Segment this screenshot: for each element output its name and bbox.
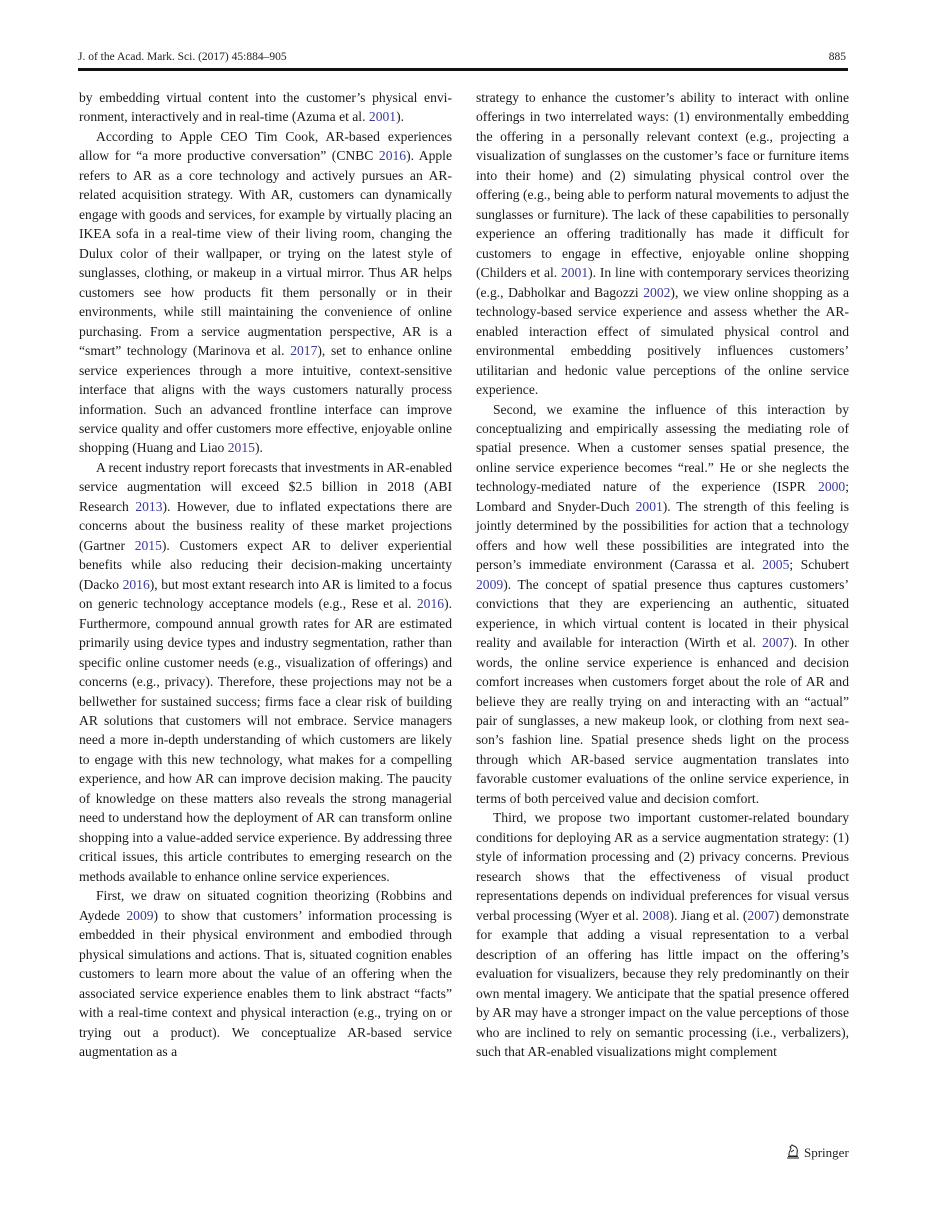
citation-link[interactable]: 2001	[368, 109, 397, 125]
text-run: Second, we examine the influence of this interaction by conceptualizing and empirically assessing the mediating role of spatial presence. When a customer senses spatial presence, the online service experience becomes “real.” He or she neglects the technology-mediated nature of the experience (ISPR	[476, 401, 849, 495]
text-run: ). In line with contemporary services theorizing (e.g., Dabholkar and Bagozzi	[476, 265, 849, 300]
left-column	[79, 88, 452, 1061]
citation-link[interactable]: 2017	[290, 343, 318, 359]
right-column	[476, 88, 849, 1061]
text-run: ). Jiang et al. (	[669, 907, 748, 923]
publisher-logo	[786, 1143, 849, 1163]
text-run: ; Lombard and Snyder-Duch	[476, 479, 849, 514]
page-number: 885	[828, 51, 846, 63]
text-run: ). Furthermore, compound annual growth rates for AR are estimated primarily using device types and industry segmentation, rather than specific online customer needs (e.g., visualization of offerings) and concerns (e.g., privacy). Therefore, these projections may not be a bellwether for sustained success; firms face a clear risk of building AR solutions that customers will not embrace. Service managers need a more in-depth understanding of which customers are likely to engage with this new technology, what makes for a compelling experience, and how AR can improve decision making. The paucity of knowledge on these matters also reveals the strong managerial need to understand how the deployment of AR can transform online shopping into a value-added service experience. By addressing three critical issues, this article contributes to emerging research on the methods available to enhance online service experiences.	[79, 596, 452, 884]
citation-link[interactable]: 2015	[134, 537, 162, 553]
paragraph	[79, 88, 452, 127]
paragraph	[476, 88, 849, 400]
text-run: ), we view online shopping as a technology-based service experience and assess whether the AR-enabled interaction effect of simulated physical control and environmental embedding positively influences customers’ utilitarian and hedonic value perceptions of the online service experience.	[476, 284, 850, 398]
text-run: ). In other words, the online service experience is enhanced and decision comfort increases when customers forget about the role of AR and believe they are really trying on and interacting with an “actual” pair of sunglasses, a new makeup look, or clothing from next season’s fashion line. Spatial presence sheds light on the process through which AR-based service augmentation translates into favorable customer evaluations of the online service experience, in terms of both perceived value and decision comfort.	[476, 635, 849, 806]
text-run: Third, we propose two important customer-related boundary conditions for deploying AR as a service augmentation strategy: (1) style of information processing and (2) privacy concerns. Previous research shows that the effectiveness of visual product representations depends on individual preferences for visual versus verbal processing (Wyer et al.	[476, 810, 849, 923]
text-run: ). Apple refers to AR as a core technology and actively pursues an AR-related acquisition strategy. With AR, customers can dynamically engage with goods and services, for example by virtually placing an IKEA sofa in a real-time view of their living room, changing the Dulux color of their wallpaper, or trying on the latest style of sunglasses, clothing, or makeup in a virtual mirror. Thus AR helps customers see how products fit them personally or in their environments, while still maintaining the convenience of online purchasing. From a service augmentation perspective, AR is a “smart” technology (Marinova et al.	[79, 148, 452, 359]
publisher-name: Springer	[804, 1145, 849, 1160]
citation-link[interactable]: 2013	[135, 498, 163, 514]
text-run: ; Schubert	[789, 557, 849, 573]
citation-link[interactable]: 2002	[643, 284, 671, 300]
paragraph	[476, 808, 849, 1061]
text-run: ). The concept of spatial presence thus captures customers’ convictions that they are experiencing an authentic, situated experience, in which virtual content is located in their physical reality and available for interaction (Wirth et al.	[476, 576, 849, 651]
citation-link[interactable]: 2008	[642, 907, 670, 923]
text-run: by embedding virtual content into the customer’s physical environment, interactively and in real-time (Azuma et al.	[79, 90, 452, 125]
paragraph	[79, 458, 452, 886]
text-run: strategy to enhance the customer’s ability to interact with online offerings in two interrelated ways: (1) environmentally embedding the offering in a personally relevant context (e.g., projecting a visualization of sunglasses on the customer’s face or furniture items into their home) and (2) simulating physical control over the offering (e.g., being able to perform natural movements to adjust the sunglasses or furniture). The lack of these capabilities to personally experience an offering traditionally has made it difficult for customers to engage in effective, enjoyable online shopping (Childers et al.	[476, 90, 849, 281]
text-run: ).	[254, 440, 263, 456]
citation-link[interactable]: 2016	[122, 576, 150, 592]
citation-link[interactable]: 2009	[476, 576, 504, 592]
text-run: ). The strength of this feeling is jointly determined by the possibilities for action that a technology offers and how well these possibilities are integrated into the person’s immediate environment (Carassa et al.	[476, 498, 849, 573]
paragraph	[476, 400, 849, 809]
header-rule	[78, 68, 848, 71]
text-run: A recent industry report forecasts that investments in AR-enabled service augmentation will exceed $2.5 billion in 2018 (ABI Research	[79, 459, 452, 514]
citation-link[interactable]: 2000	[818, 479, 846, 495]
springer-chess-knight-icon	[786, 1143, 800, 1163]
citation-link[interactable]: 2001	[635, 498, 663, 514]
citation-link[interactable]: 2016	[378, 148, 407, 164]
citation-link[interactable]: 2015	[227, 440, 255, 456]
citation-link[interactable]: 2007	[747, 907, 775, 923]
citation-link[interactable]: 2007	[762, 635, 790, 651]
citation-link[interactable]: 2009	[126, 907, 154, 923]
text-run: ). Customers expect AR to deliver experiential benefits while also reducing their decision-making uncertainty (Dacko	[79, 537, 453, 592]
text-run: ).	[396, 109, 405, 125]
text-run: ), set to enhance online service experiences through a more intuitive, context-sensitive interface that aligns with the ways customers naturally process information. Such an advanced frontline interface can improve service quality and offer customers more effective, enjoyable online shopping (Huang and Liao	[79, 343, 452, 456]
text-run: According to Apple CEO Tim Cook, AR-based experiences allow for “a more productive conversation” (CNBC	[79, 128, 452, 164]
paragraph	[79, 886, 452, 1061]
text-run: First, we draw on situated cognition theorizing (Robbins and Aydede	[79, 888, 452, 923]
citation-link[interactable]: 2001	[560, 265, 589, 281]
citation-link[interactable]: 2005	[762, 557, 790, 573]
running-head	[78, 51, 846, 67]
citation-link[interactable]: 2016	[416, 596, 445, 612]
paragraph	[79, 127, 452, 458]
text-run: ) demonstrate for example that adding a visual representation to a verbal description of an offering has little impact on the offering’s evaluation for visualizers, because they rely predominantly on their own mental imagery. We anticipate that the spatial presence offered by AR may have a stronger impact on the value perceptions of those who are inclined to rely on semantic processing (i.e., verbalizers), such that AR-enabled visualizations might complement	[476, 907, 849, 1059]
text-run: ) to show that customers’ information processing is embedded in their physical environment and embodied through physical simulations and actions. That is, situated cognition enables customers to learn more about the value of an offering when the associated service experience enables them to link abstract “facts” with a real-time context and physical interaction (e.g., trying on or trying out a product). We conceptualize AR-based service augmentation as a	[79, 907, 452, 1059]
text-run: ), but most extant research into AR is limited to a focus on generic technology acceptance models (e.g., Rese et al.	[79, 576, 452, 612]
journal-citation: J. of the Acad. Mark. Sci. (2017) 45:884–905	[78, 51, 287, 63]
text-run: ). However, due to inflated expectations there are concerns about the business reality of these market projections (Gartner	[79, 498, 452, 553]
